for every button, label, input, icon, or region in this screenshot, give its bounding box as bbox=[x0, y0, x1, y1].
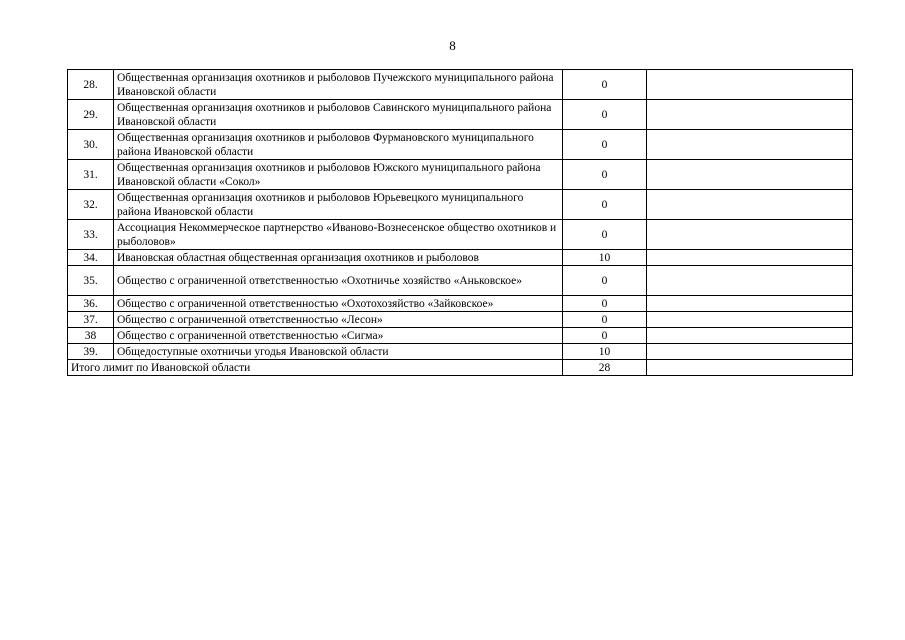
total-limit-value: 28 bbox=[563, 360, 647, 376]
empty-cell bbox=[647, 266, 853, 296]
limit-value: 0 bbox=[563, 328, 647, 344]
table-row bbox=[68, 250, 853, 266]
empty-cell bbox=[647, 220, 853, 250]
empty-cell bbox=[647, 100, 853, 130]
row-number: 31. bbox=[68, 160, 114, 190]
row-number: 29. bbox=[68, 100, 114, 130]
total-row bbox=[68, 360, 853, 376]
empty-cell bbox=[647, 250, 853, 266]
organization-name: Общественная организация охотников и рыболовов Савинского муниципального района Ивановской области bbox=[114, 100, 563, 130]
empty-cell bbox=[647, 70, 853, 100]
row-number: 30. bbox=[68, 130, 114, 160]
page-number: 8 bbox=[449, 38, 456, 53]
organization-name: Ассоциация Некоммерческое партнерство «Иваново-Вознесенское общество охотников и рыболовов» bbox=[114, 220, 563, 250]
limit-value: 0 bbox=[563, 130, 647, 160]
row-number: 32. bbox=[68, 190, 114, 220]
limit-value: 0 bbox=[563, 190, 647, 220]
limit-value: 0 bbox=[563, 296, 647, 312]
table-body bbox=[68, 70, 853, 376]
organization-name: Общество с ограниченной ответственностью «Охотохозяйство «Зайковское» bbox=[114, 296, 563, 312]
row-number: 36. bbox=[68, 296, 114, 312]
total-label: Итого лимит по Ивановской области bbox=[68, 360, 563, 376]
organization-name: Общественная организация охотников и рыболовов Пучежского муниципального района Ивановской области bbox=[114, 70, 563, 100]
organization-name: Общество с ограниченной ответственностью «Лесон» bbox=[114, 312, 563, 328]
limit-value: 10 bbox=[563, 344, 647, 360]
table-row bbox=[68, 266, 853, 296]
organization-name: Общество с ограниченной ответственностью «Охотничье хозяйство «Аньковское» bbox=[114, 266, 563, 296]
organization-name: Общество с ограниченной ответственностью «Сигма» bbox=[114, 328, 563, 344]
row-number: 34. bbox=[68, 250, 114, 266]
limit-value: 0 bbox=[563, 160, 647, 190]
organization-name: Общественная организация охотников и рыболовов Фурмановского муниципального района Ивановской области bbox=[114, 130, 563, 160]
row-number: 38 bbox=[68, 328, 114, 344]
table-row bbox=[68, 296, 853, 312]
empty-cell bbox=[647, 328, 853, 344]
organization-name: Общественная организация охотников и рыболовов Южского муниципального района Ивановской области «Сокол» bbox=[114, 160, 563, 190]
table-row bbox=[68, 190, 853, 220]
limit-value: 0 bbox=[563, 100, 647, 130]
row-number: 39. bbox=[68, 344, 114, 360]
limit-value: 0 bbox=[563, 70, 647, 100]
limit-value: 0 bbox=[563, 266, 647, 296]
row-number: 37. bbox=[68, 312, 114, 328]
empty-cell bbox=[647, 296, 853, 312]
empty-cell bbox=[647, 360, 853, 376]
empty-cell bbox=[647, 312, 853, 328]
empty-cell bbox=[647, 344, 853, 360]
table-row bbox=[68, 130, 853, 160]
row-number: 33. bbox=[68, 220, 114, 250]
empty-cell bbox=[647, 160, 853, 190]
table-row bbox=[68, 70, 853, 100]
limit-value: 0 bbox=[563, 220, 647, 250]
table-row bbox=[68, 160, 853, 190]
table-row bbox=[68, 100, 853, 130]
row-number: 28. bbox=[68, 70, 114, 100]
organization-name: Общедоступные охотничьи угодья Ивановской области bbox=[114, 344, 563, 360]
table-row bbox=[68, 328, 853, 344]
table-row bbox=[68, 220, 853, 250]
organization-name: Общественная организация охотников и рыболовов Юрьевецкого муниципального района Ивановской области bbox=[114, 190, 563, 220]
organization-name: Ивановская областная общественная организация охотников и рыболовов bbox=[114, 250, 563, 266]
empty-cell bbox=[647, 130, 853, 160]
table-row bbox=[68, 344, 853, 360]
empty-cell bbox=[647, 190, 853, 220]
table-row bbox=[68, 312, 853, 328]
hunting-limits-table bbox=[67, 69, 853, 376]
limit-value: 10 bbox=[563, 250, 647, 266]
limit-value: 0 bbox=[563, 312, 647, 328]
row-number: 35. bbox=[68, 266, 114, 296]
